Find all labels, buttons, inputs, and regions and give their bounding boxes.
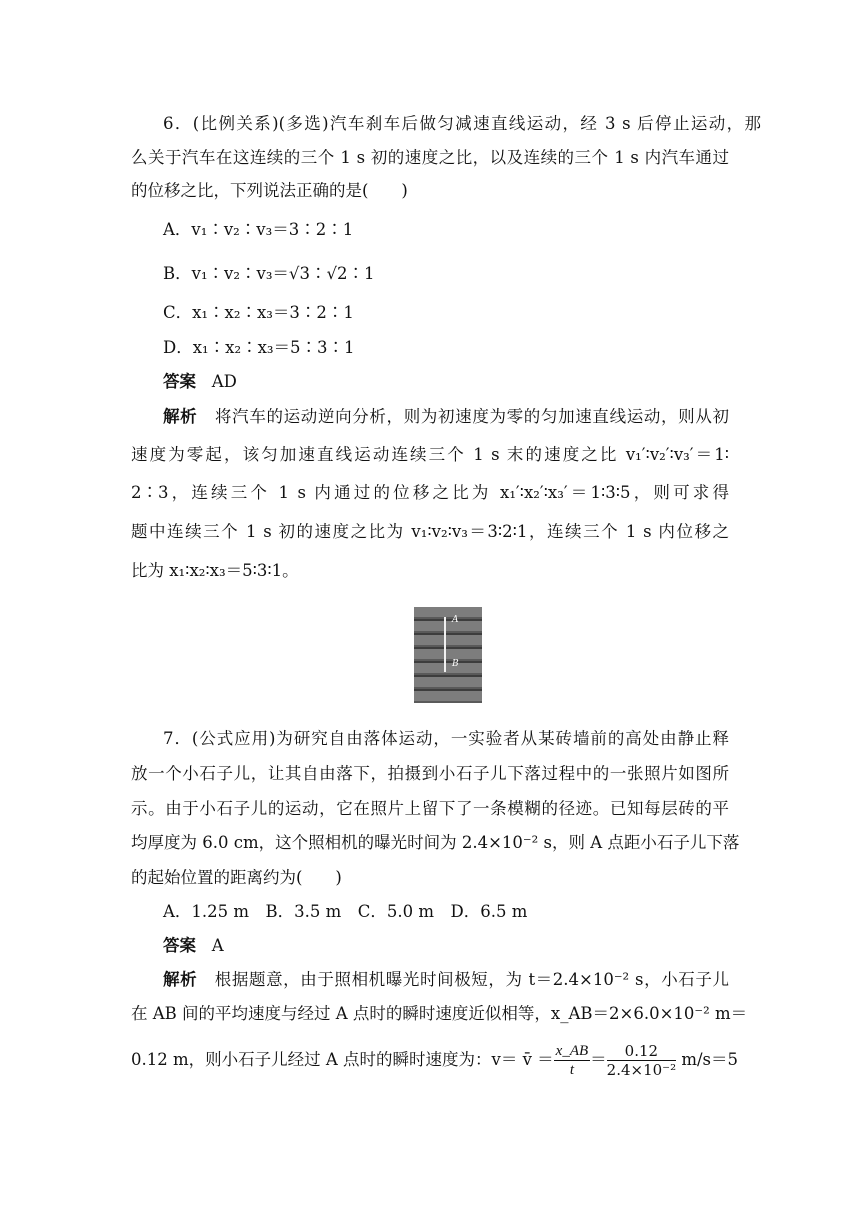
q6-analysis-4: 题中连续三个 1 s 初的速度之比为 v₁∶v₂∶v₃＝3∶2∶1，连续三个 1 s 内位移之 <box>131 522 729 541</box>
fraction-1-denominator: t <box>569 1062 574 1078</box>
q7-line-2: 放一个小石子儿，让其自由落下，拍摄到小石子儿下落过程中的一张照片如图所 <box>131 764 729 783</box>
q7-line-3: 示。由于小石子儿的运动，它在照片上留下了一条模糊的径迹。已知每层砖的平 <box>131 799 729 818</box>
fraction-xab-over-t <box>554 1042 590 1079</box>
q7-analysis-text-1: 根据题意，由于照相机曝光时间极短，为 t＝2.4×10⁻² s，小石子儿 <box>214 970 729 989</box>
q6-analysis-3: 2∶3，连续三个 1 s 内通过的位移之比为 x₁′∶x₂′∶x₃′＝1∶3∶5，则可求得 <box>131 483 729 502</box>
q6-option-d: D．x₁∶x₂∶x₃＝5∶3∶1 <box>163 338 355 357</box>
q7-analysis-3-post: m/s＝5 <box>676 1050 739 1069</box>
q7-analysis-label: 解析 <box>163 970 198 989</box>
fraction-numeric <box>607 1042 676 1079</box>
q6-analysis-label: 解析 <box>163 407 198 426</box>
equals-sign: ＝ <box>590 1050 607 1069</box>
photo-label-b: B <box>452 659 459 669</box>
q6-analysis-2: 速度为零起，该匀加速直线运动连续三个 1 s 末的速度之比 v₁′∶v₂′∶v₃′＝1∶ <box>131 445 729 464</box>
brick-wall-photo <box>414 607 482 703</box>
fraction-1-numerator: x_AB <box>555 1043 589 1059</box>
q6-answer <box>163 371 237 393</box>
q6-option-b: B．v₁∶v₂∶v₃＝√3∶√2∶1 <box>163 264 375 283</box>
q7-line-5: 的起始位置的距离约为( ) <box>131 868 342 887</box>
q6-answer-label: 答案 <box>163 372 196 391</box>
fraction-2-denominator: 2.4×10⁻² <box>606 1061 677 1079</box>
q7-line-4: 均厚度为 6.0 cm，这个照相机的曝光时间为 2.4×10⁻² s，则 A 点距小石子儿下落 <box>131 833 740 852</box>
photo-label-a: A <box>452 615 459 625</box>
q7-answer-label: 答案 <box>163 936 196 955</box>
q7-answer <box>163 935 224 957</box>
q6-option-a: A．v₁∶v₂∶v₃＝3∶2∶1 <box>163 220 354 239</box>
q6-analysis-1 <box>163 406 729 428</box>
q6-option-c: C．x₁∶x₂∶x₃＝3∶2∶1 <box>163 303 354 322</box>
fraction-2-numerator: 0.12 <box>607 1042 676 1061</box>
q6-answer-value: AD <box>211 372 237 391</box>
stone-streak <box>444 617 446 672</box>
q6-line-2: 么关于汽车在这连续的三个 1 s 初的速度之比，以及连续的三个 1 s 内汽车通过 <box>131 148 729 167</box>
q6-analysis-text-1: 将汽车的运动逆向分析，则为初速度为零的匀加速直线运动，则从初 <box>215 407 729 426</box>
q7-answer-value: A <box>211 936 224 955</box>
q6-line-1: 6．(比例关系)(多选)汽车刹车后做匀减速直线运动，经 3 s 后停止运动，那 <box>163 114 761 133</box>
q6-line-3: 的位移之比，下列说法正确的是( ) <box>131 181 408 200</box>
q7-analysis-3 <box>131 1040 738 1080</box>
q7-analysis-3-pre: 0.12 m，则小石子儿经过 A 点时的瞬时速度为：v＝ v̄ ＝ <box>131 1050 554 1069</box>
q7-analysis-2: 在 AB 间的平均速度与经过 A 点时的瞬时速度近似相等，x_AB＝2×6.0×10⁻² m＝ <box>131 1004 748 1023</box>
q7-analysis-1 <box>163 969 729 991</box>
q6-analysis-5: 比为 x₁∶x₂∶x₃＝5∶3∶1。 <box>131 561 299 580</box>
q7-options: A．1.25 m B．3.5 m C．5.0 m D．6.5 m <box>163 902 528 921</box>
q7-line-1: 7．(公式应用)为研究自由落体运动，一实验者从某砖墙前的高处由静止释 <box>163 729 729 748</box>
